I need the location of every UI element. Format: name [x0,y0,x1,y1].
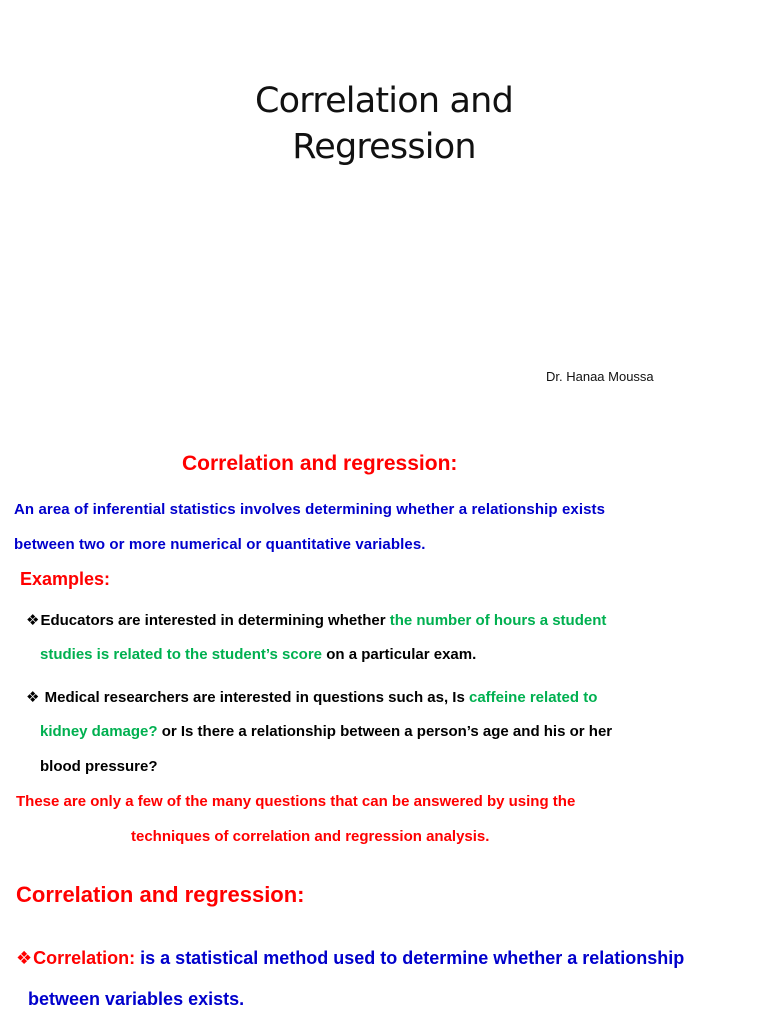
examples-label: Examples: [20,569,111,589]
example-2-line-2-black: or Is there a relationship between a person’s age and his or her [157,723,613,740]
diamond-bullet-icon: ❖ [16,948,33,968]
title-line-1: Correlation and [255,81,513,121]
example-2-text-green: caffeine related to [468,689,598,706]
example-2-line-2-green: kidney damage? [40,723,158,740]
closing-line-2: techniques of correlation and regression analysis. [131,828,490,845]
diamond-bullet-icon: ❖ [26,612,40,629]
example-1-line-2-black: on a particular exam. [322,646,477,663]
closing-line-1: These are only a few of the many questions that can be answered by using the [16,793,576,810]
example-1-line-2-green: studies is related to the student’s score [40,646,323,663]
example-2-line-1 [26,688,597,706]
intro-line-2: between two or more numerical or quantitative variables. [14,536,426,553]
author: Dr. Hanaa Moussa [546,369,654,384]
section-heading-2: Correlation and regression: [16,882,305,907]
example-1-text-black: Educators are interested in determining whether [40,612,390,629]
example-2-text-black: Medical researchers are interested in questions such as, Is [40,689,469,706]
diamond-bullet-icon: ❖ [26,689,40,706]
example-1-text-green: the number of hours a student [389,612,607,629]
example-2-line-3: blood pressure? [40,758,158,775]
section-heading: Correlation and regression: [182,452,458,475]
definition-term: Correlation: [33,948,136,968]
title-line-2: Regression [292,127,476,167]
intro-line-1: An area of inferential statistics involves determining whether a relationship exists [14,501,606,518]
definition-line-1 [16,948,684,969]
definition-line-2: between variables exists. [28,989,245,1009]
definition-text: is a statistical method used to determine whether a relationship [135,948,685,968]
example-2-line-2 [40,723,612,740]
example-1-line-2 [40,646,476,663]
example-1-line-1 [26,611,606,629]
